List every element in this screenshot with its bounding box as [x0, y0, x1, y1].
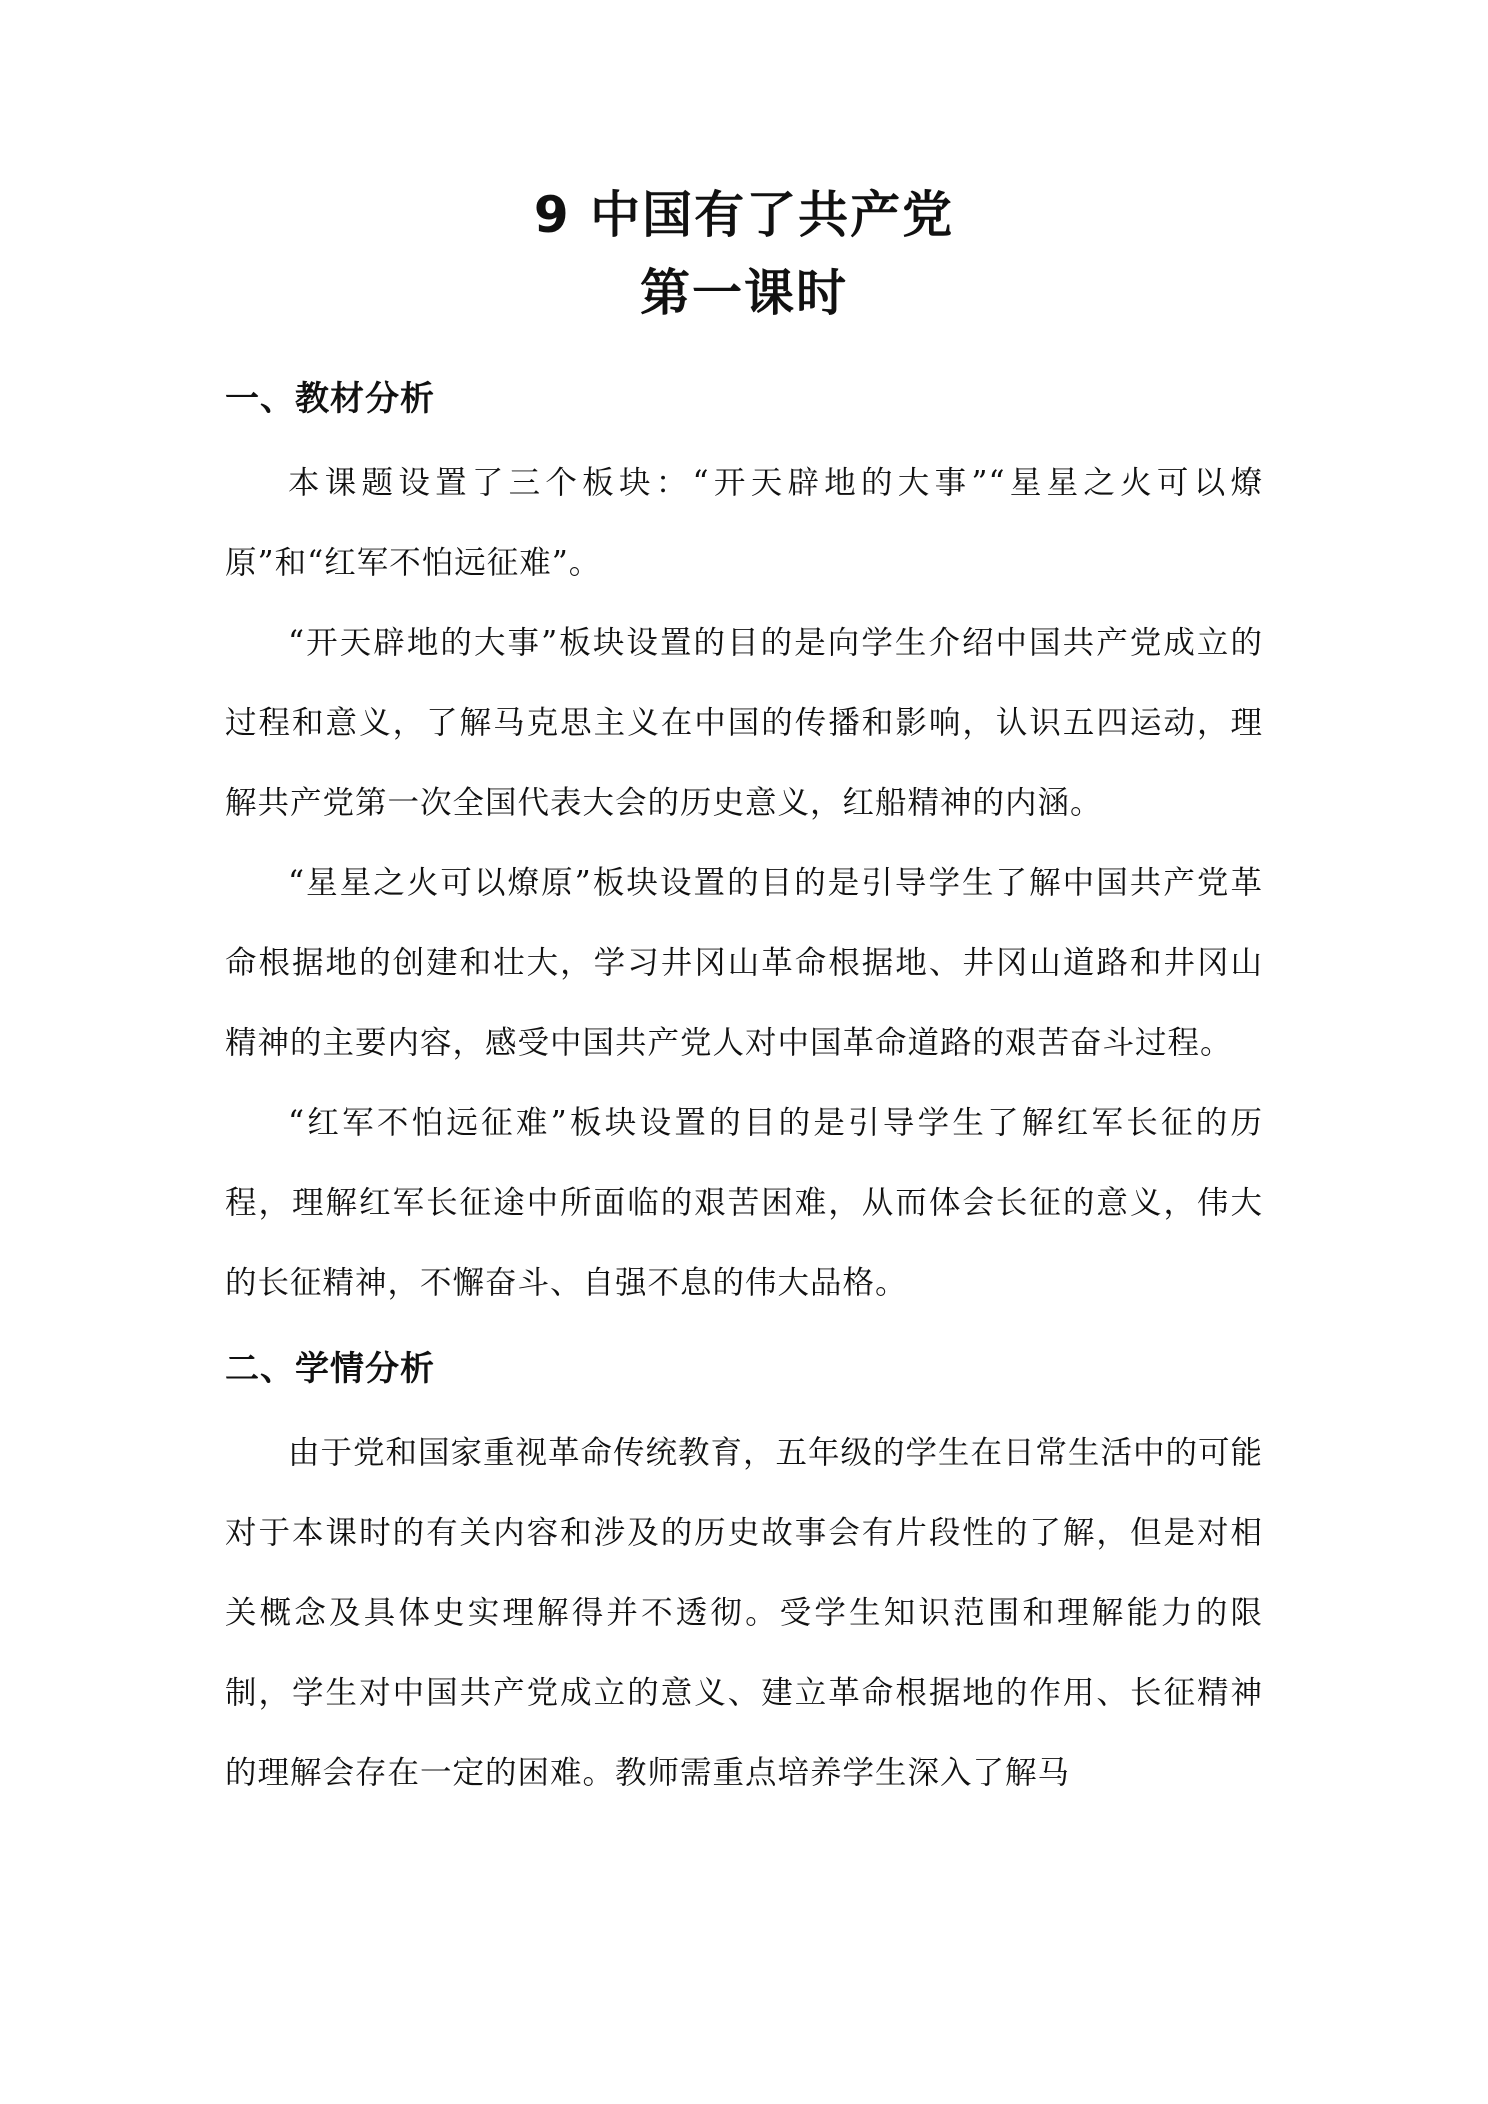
lesson-subtitle: 第一课时: [640, 264, 848, 322]
document-body: [225, 375, 1263, 1813]
paragraph: 由于党和国家重视革命传统教育，五年级的学生在日常生活中的可能对于本课时的有关内容和涉及的历史故事会有片段性的了解，但是对相关概念及具体史实理解得并不透彻。受学生知识范围和理解能力的限制，学生对中国共产党成立的意义、建立革命根据地的作用、长征精神的理解会存在一定的困难。教师需重点培养学生深入了解马: [225, 1435, 1264, 1791]
section-textbook-analysis: [225, 375, 1263, 1323]
section-spacer: [225, 1323, 1263, 1345]
lesson-title: 9 中国有了共产党: [533, 186, 955, 244]
paragraph: “星星之火可以燎原”板块设置的目的是引导学生了解中国共产党革命根据地的创建和壮大，学习井冈山革命根据地、井冈山道路和井冈山精神的主要内容，感受中国共产党人对中国革命道路的艰苦奋斗过程。: [225, 865, 1263, 1061]
document-title: [0, 176, 1488, 332]
section-heading: 二、学情分析: [225, 1349, 435, 1389]
section-heading: 一、教材分析: [225, 379, 435, 419]
section-student-analysis: [225, 1345, 1263, 1813]
paragraph: 本课题设置了三个板块：“开天辟地的大事”“星星之火可以燎原”和“红军不怕远征难”。: [225, 465, 1263, 581]
paragraph: “开天辟地的大事”板块设置的目的是向学生介绍中国共产党成立的过程和意义，了解马克思主义在中国的传播和影响，认识五四运动，理解共产党第一次全国代表大会的历史意义，红船精神的内涵。: [225, 625, 1263, 821]
paragraph: “红军不怕远征难”板块设置的目的是引导学生了解红军长征的历程，理解红军长征途中所面临的艰苦困难，从而体会长征的意义，伟大的长征精神，不懈奋斗、自强不息的伟大品格。: [225, 1105, 1263, 1301]
